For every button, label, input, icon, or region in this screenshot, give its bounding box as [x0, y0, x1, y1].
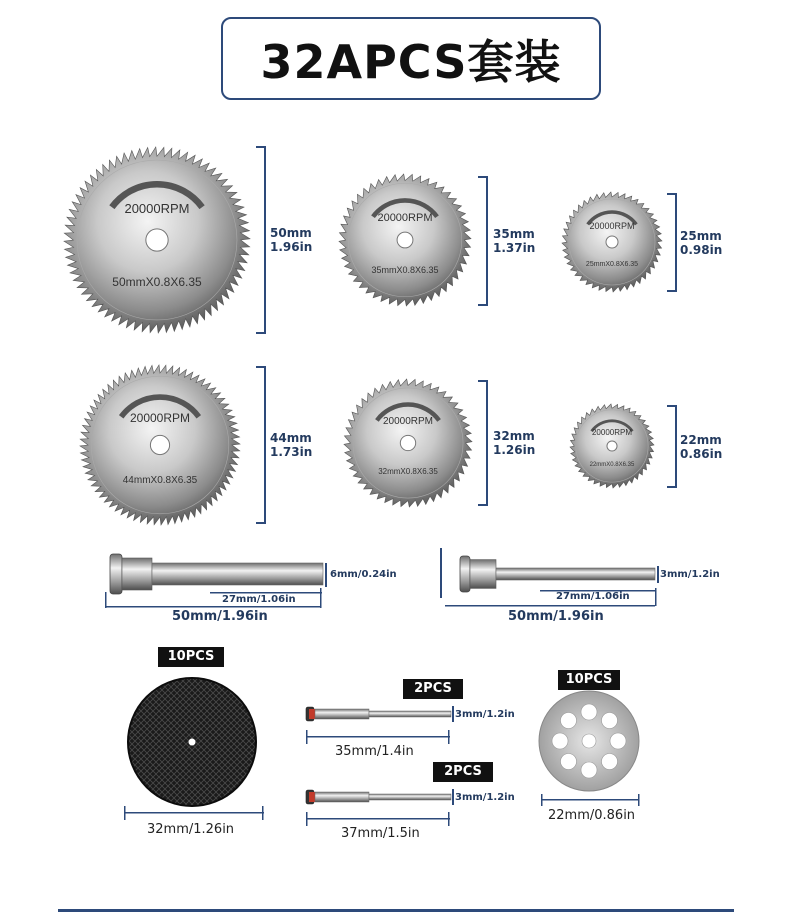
small-mandrel1-len: 35mm/1.4in: [335, 744, 414, 759]
arbor-hole: [606, 236, 618, 248]
dimension-bar: [675, 405, 677, 488]
saw-blade: [339, 174, 488, 306]
arbor-hole: [150, 435, 169, 454]
blade-diameter-in: 0.98in: [680, 242, 723, 257]
blade-spec-label: 35mmX0.8X6.35: [371, 265, 439, 276]
blade-spec-label: 44mmX0.8X6.35: [122, 475, 198, 487]
arbor-hole: [397, 232, 413, 248]
blade-rpm-label: 20000RPM: [129, 411, 191, 426]
small-mandrel1-qty-badge: 2PCS: [403, 679, 463, 699]
mandrel2-shaft-dia: 3mm/1.2in: [660, 569, 720, 580]
small-mandrel1-dia: 3mm/1.2in: [455, 709, 515, 720]
mandrel2-total-len: 50mm/1.96in: [508, 609, 604, 624]
blade-rpm-label: 20000RPM: [591, 428, 632, 438]
blade-diameter-in: 1.96in: [270, 240, 313, 254]
small-mandrel-35mm: [306, 706, 454, 744]
diamond-disc-size: 22mm/0.86in: [548, 808, 636, 823]
blade-diameter-mm: 25mm: [680, 228, 722, 243]
saw-blade: [570, 404, 677, 488]
blade-dimension-label: [270, 431, 312, 459]
saw-blade: [344, 379, 488, 507]
saw-blade: [80, 365, 266, 525]
blade-diameter-in: 0.86in: [680, 446, 723, 461]
mandrel1-shaft-dia: 6mm/0.24in: [330, 569, 397, 580]
blade-diameter-in: 1.37in: [493, 241, 536, 255]
dimension-bar: [675, 193, 677, 292]
dimension-bar: [486, 176, 488, 306]
blade-rpm-label: 20000RPM: [377, 212, 433, 225]
blade-diameter-mm: 32mm: [493, 429, 535, 443]
small-mandrel2-dia: 3mm/1.2in: [455, 792, 515, 803]
dimension-bar: [486, 380, 488, 506]
blade-diameter-in: 1.26in: [493, 443, 536, 457]
blade-dimension-label: [680, 433, 722, 461]
small-mandrel2-len: 37mm/1.5in: [341, 826, 420, 841]
mandrel1-total-len: 50mm/1.96in: [172, 609, 268, 624]
blade-dimension-label: [493, 429, 535, 457]
diamond-cutting-disc: [539, 691, 640, 806]
blade-diameter-mm: 50mm: [270, 226, 312, 240]
cutting-disc-qty-badge: 10PCS: [158, 647, 224, 667]
blade-spec-label: 25mmX0.8X6.35: [585, 261, 639, 268]
arbor-hole: [400, 435, 415, 450]
blade-spec-label: 32mmX0.8X6.35: [378, 467, 438, 477]
cutting-disc-size: 32mm/1.26in: [147, 822, 235, 837]
reinforced-cutting-disc: [124, 678, 264, 820]
blade-rpm-label: 20000RPM: [589, 221, 635, 231]
blade-dimension-label: [680, 229, 722, 257]
blade-rpm-label: 20000RPM: [124, 200, 190, 216]
small-mandrel-37mm: [306, 789, 454, 826]
blade-diameter-mm: 22mm: [680, 432, 722, 447]
blade-rpm-label: 20000RPM: [382, 416, 433, 428]
blade-diameter-in: 1.73in: [270, 445, 313, 459]
blade-dimension-label: [493, 227, 535, 255]
mandrel2-shaft-len: 27mm/1.06in: [556, 591, 630, 602]
blade-spec-label: 50mmX0.8X6.35: [112, 275, 202, 290]
mandrel1-shaft-len: 27mm/1.06in: [222, 594, 296, 605]
dimension-bar: [264, 146, 266, 334]
dimension-bar: [264, 366, 266, 524]
blade-diameter-mm: 35mm: [493, 227, 535, 241]
bottom-divider: [58, 909, 734, 912]
arbor-hole: [607, 441, 617, 451]
diamond-disc-qty-badge: 10PCS: [558, 670, 620, 690]
saw-blade: [562, 192, 677, 292]
blade-spec-label: 22mmX0.8X6.35: [589, 461, 635, 468]
blade-diameter-mm: 44mm: [270, 431, 312, 445]
saw-blade: [64, 146, 266, 334]
page-title: 32APCS套装: [260, 34, 562, 89]
blade-dimension-label: [270, 226, 312, 254]
small-mandrel2-qty-badge: 2PCS: [433, 762, 493, 782]
arbor-hole: [146, 229, 168, 251]
